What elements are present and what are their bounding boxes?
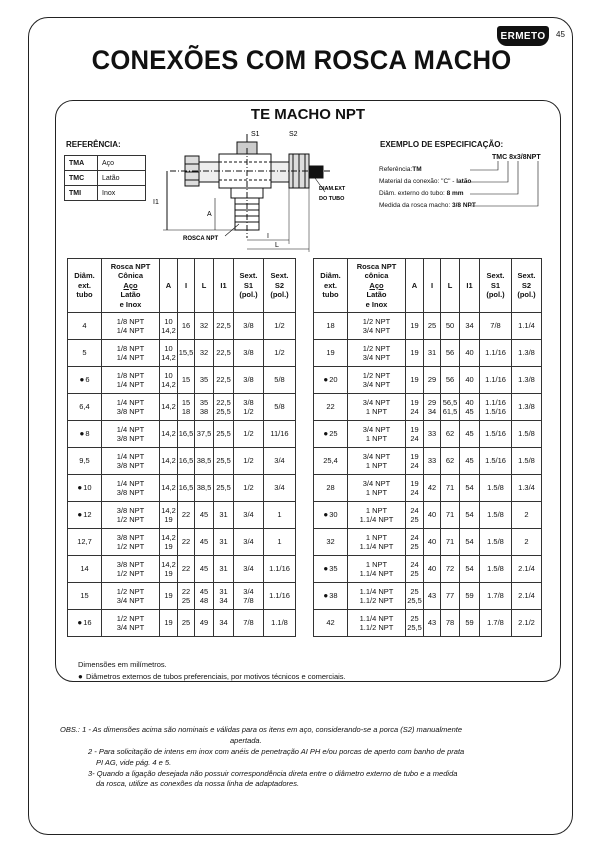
note-units: Dimensões em milímetros. <box>78 660 167 669</box>
cell-i1: 22,5 <box>214 367 234 394</box>
cell-rosca: 1 NPT 1.1/4 NPT <box>348 556 406 583</box>
col-header-diam: Diâm. ext. tubo <box>314 259 348 313</box>
preferred-marker-icon: ● <box>77 618 83 627</box>
cell-rosca: 3/8 NPT 1/2 NPT <box>102 529 160 556</box>
observations <box>60 725 570 790</box>
dimensions-table-left <box>67 258 296 637</box>
cell-s1: 3/8 <box>234 313 264 340</box>
table-row <box>314 313 542 340</box>
cell-rosca: 1/4 NPT 3/8 NPT <box>102 475 160 502</box>
cell-rosca: 1/4 NPT 3/8 NPT <box>102 421 160 448</box>
table-row <box>68 529 296 556</box>
cell-a: 19 24 <box>406 448 424 475</box>
cell-l: 45 48 <box>195 583 214 610</box>
reference-material: Aço <box>98 156 146 171</box>
cell-l: 45 <box>195 556 214 583</box>
cell-rosca: 1 NPT 1.1/4 NPT <box>348 529 406 556</box>
spec-connector-lines <box>470 158 550 213</box>
cell-i1: 54 <box>460 502 480 529</box>
cell-l: 35 <box>195 367 214 394</box>
col-header-s2: Sext. S2 (pol.) <box>264 259 296 313</box>
cell-diam: 42 <box>314 610 348 637</box>
table-row <box>68 610 296 637</box>
cell-i: 40 <box>424 556 441 583</box>
cell-s2: 2 <box>512 502 542 529</box>
table-row <box>68 475 296 502</box>
cell-diam: 22 <box>314 394 348 421</box>
spec-line-value: 8 mm <box>446 190 464 197</box>
spec-line-value: latão <box>456 178 472 185</box>
table-row <box>314 367 542 394</box>
cell-s2: 1 <box>264 529 296 556</box>
cell-s2: 1.5/8 <box>512 448 542 475</box>
cell-i: 40 <box>424 529 441 556</box>
cell-diam: ●30 <box>314 502 348 529</box>
cell-s1: 1.1/16 <box>480 340 512 367</box>
cell-s2: 1.5/8 <box>512 421 542 448</box>
obs-3-cont: da rosca, utilize as conexões da nossa linha de adaptadores. <box>96 779 300 789</box>
table-row <box>314 610 542 637</box>
cell-s1: 7/8 <box>480 313 512 340</box>
table-row <box>314 421 542 448</box>
note-preferred: ● Diâmetros externos de tubos preferenciais, por motivos técnicos e comerciais. <box>78 671 346 681</box>
cell-diam: 5 <box>68 340 102 367</box>
cell-s2: 2 <box>512 529 542 556</box>
cell-i1: 31 <box>214 556 234 583</box>
cell-l: 50 <box>441 313 460 340</box>
table-row <box>314 529 542 556</box>
cell-s1: 1.5/8 <box>480 502 512 529</box>
obs-3: 3- Quando a ligação desejada não possuir correspondência direta entre o diâmetro externo de tubo e a medida <box>88 768 458 778</box>
col-header-i: I <box>424 259 441 313</box>
cell-i1: 45 <box>460 421 480 448</box>
cell-diam: 25,4 <box>314 448 348 475</box>
reference-table <box>64 155 146 201</box>
notes <box>78 660 346 683</box>
cell-diam: 19 <box>314 340 348 367</box>
table-row <box>314 340 542 367</box>
cell-i1: 31 34 <box>214 583 234 610</box>
cell-s1: 1.5/8 <box>480 556 512 583</box>
spec-line <box>379 190 464 197</box>
cell-i1: 54 <box>460 556 480 583</box>
cell-s1: 1.7/8 <box>480 610 512 637</box>
spec-line <box>379 202 476 209</box>
cell-rosca: 3/4 NPT 1 NPT <box>348 475 406 502</box>
cell-i: 42 <box>424 475 441 502</box>
reference-row <box>65 186 146 201</box>
cell-i1: 54 <box>460 529 480 556</box>
cell-a: 14,2 <box>160 475 178 502</box>
col-header-rosca: Rosca NPT Cônica Aço Latão e Inox <box>102 259 160 313</box>
cell-a: 24 25 <box>406 502 424 529</box>
cell-a: 10 14,2 <box>160 340 178 367</box>
spec-line-label: Material da conexão: "C" - <box>379 178 457 185</box>
cell-s2: 3/4 <box>264 448 296 475</box>
cell-l: 62 <box>441 448 460 475</box>
cell-rosca: 1/4 NPT 3/8 NPT <box>102 394 160 421</box>
cell-i: 25 <box>424 313 441 340</box>
cell-rosca: 1/2 NPT 3/4 NPT <box>102 610 160 637</box>
cell-s1: 1/2 <box>234 475 264 502</box>
reference-heading: REFERÊNCIA: <box>66 140 121 149</box>
table-row <box>68 367 296 394</box>
cell-l: 32 <box>195 340 214 367</box>
cell-a: 24 25 <box>406 556 424 583</box>
cell-rosca: 1/8 NPT 1/4 NPT <box>102 367 160 394</box>
cell-diam: 18 <box>314 313 348 340</box>
dimensions-table-right-body <box>314 313 542 637</box>
cell-diam: ●8 <box>68 421 102 448</box>
cell-s1: 3/8 <box>234 367 264 394</box>
cell-l: 72 <box>441 556 460 583</box>
cell-s2: 1.1/16 <box>264 556 296 583</box>
obs-1-cont: apertada. <box>230 735 262 745</box>
cell-l: 56 <box>441 367 460 394</box>
section-title: TE MACHO NPT <box>250 106 366 123</box>
cell-i1: 22,5 <box>214 340 234 367</box>
cell-i1: 31 <box>214 529 234 556</box>
cell-a: 10 14,2 <box>160 367 178 394</box>
cell-l: 77 <box>441 583 460 610</box>
cell-l: 37,5 <box>195 421 214 448</box>
cell-l: 78 <box>441 610 460 637</box>
cell-i: 33 <box>424 448 441 475</box>
cell-i: 43 <box>424 583 441 610</box>
brand-logo: ERMETO <box>497 26 549 46</box>
cell-a: 19 24 <box>406 394 424 421</box>
reference-row <box>65 171 146 186</box>
cell-i1: 40 45 <box>460 394 480 421</box>
table-row <box>68 448 296 475</box>
cell-s2: 1.3/8 <box>512 394 542 421</box>
col-header-diam: Diâm. ext. tubo <box>68 259 102 313</box>
col-header-i1: I1 <box>460 259 480 313</box>
cell-rosca: 3/4 NPT 1 NPT <box>348 421 406 448</box>
preferred-marker-icon: ● <box>79 429 85 438</box>
cell-a: 19 <box>160 583 178 610</box>
cell-rosca: 1.1/4 NPT 1.1/2 NPT <box>348 610 406 637</box>
drawing-label-diam2: DO TUBO <box>319 196 345 202</box>
cell-s2: 2.1/2 <box>512 610 542 637</box>
cell-rosca: 3/4 NPT 1 NPT <box>348 448 406 475</box>
page-title: CONEXÕES COM ROSCA MACHO <box>91 45 512 75</box>
cell-a: 19 24 <box>406 421 424 448</box>
cell-s2: 1/2 <box>264 340 296 367</box>
cell-a: 14,2 <box>160 421 178 448</box>
cell-s2: 1 <box>264 502 296 529</box>
cell-rosca: 3/8 NPT 1/2 NPT <box>102 556 160 583</box>
cell-diam: 15 <box>68 583 102 610</box>
col-header-rosca: Rosca NPT cônica Aço Latão e Inox <box>348 259 406 313</box>
cell-rosca: 1.1/4 NPT 1.1/2 NPT <box>348 583 406 610</box>
cell-diam: 14 <box>68 556 102 583</box>
table-row <box>68 502 296 529</box>
cell-a: 14,2 19 <box>160 556 178 583</box>
cell-s1: 1.5/16 <box>480 448 512 475</box>
table-row <box>68 421 296 448</box>
preferred-marker-icon: ● <box>78 671 83 681</box>
cell-s2: 2.1/4 <box>512 583 542 610</box>
cell-rosca: 1/2 NPT 3/4 NPT <box>102 583 160 610</box>
cell-a: 10 14,2 <box>160 313 178 340</box>
cell-s1: 1/2 <box>234 448 264 475</box>
cell-rosca: 1/8 NPT 1/4 NPT <box>102 313 160 340</box>
cell-s1: 3/4 <box>234 556 264 583</box>
cell-s1: 1.1/16 1.5/16 <box>480 394 512 421</box>
cell-s1: 3/8 1/2 <box>234 394 264 421</box>
cell-s2: 2.1/4 <box>512 556 542 583</box>
drawing-label-diam1: DIAM.EXT <box>319 186 346 192</box>
table-row <box>68 340 296 367</box>
cell-i: 15,5 <box>178 340 195 367</box>
cell-i: 15 18 <box>178 394 195 421</box>
cell-l: 38,5 <box>195 475 214 502</box>
cell-i1: 22,5 <box>214 313 234 340</box>
reference-code: TMC <box>65 171 98 186</box>
preferred-marker-icon: ● <box>323 510 329 519</box>
col-header-s1: Sext. S1 (pol.) <box>234 259 264 313</box>
reference-code: TMI <box>65 186 98 201</box>
cell-i1: 40 <box>460 340 480 367</box>
cell-s2: 1.3/4 <box>512 475 542 502</box>
drawing-label-a: A <box>207 211 212 218</box>
cell-a: 19 24 <box>406 475 424 502</box>
cell-i: 22 <box>178 502 195 529</box>
cell-l: 32 <box>195 313 214 340</box>
cell-s1: 3/4 7/8 <box>234 583 264 610</box>
cell-i: 16 <box>178 313 195 340</box>
page-number: 45 <box>556 30 565 39</box>
cell-i: 22 25 <box>178 583 195 610</box>
cell-rosca: 1/8 NPT 1/4 NPT <box>102 340 160 367</box>
spec-line-label: Referência: <box>379 166 413 173</box>
cell-s2: 1.3/8 <box>512 340 542 367</box>
cell-s1: 1.7/8 <box>480 583 512 610</box>
cell-rosca: 1 NPT 1.1/4 NPT <box>348 502 406 529</box>
table-header-row <box>68 259 296 313</box>
drawing-label-i1: I1 <box>153 199 159 206</box>
cell-i1: 59 <box>460 610 480 637</box>
cell-diam: 4 <box>68 313 102 340</box>
cell-l: 45 <box>195 529 214 556</box>
cell-diam: ●35 <box>314 556 348 583</box>
drawing-label-l: L <box>275 242 279 249</box>
cell-diam: ●6 <box>68 367 102 394</box>
cell-rosca: 3/8 NPT 1/2 NPT <box>102 502 160 529</box>
cell-diam: ●12 <box>68 502 102 529</box>
preferred-marker-icon: ● <box>77 483 83 492</box>
col-header-a: A <box>406 259 424 313</box>
cell-l: 56 <box>441 340 460 367</box>
cell-i1: 34 <box>214 610 234 637</box>
spec-line-label: Medida da rosca macho: <box>379 202 452 209</box>
col-header-l: L <box>441 259 460 313</box>
cell-s1: 1.5/8 <box>480 475 512 502</box>
cell-diam: 6,4 <box>68 394 102 421</box>
cell-i: 29 <box>424 367 441 394</box>
table-row <box>314 502 542 529</box>
cell-s2: 1/2 <box>264 313 296 340</box>
col-header-i: I <box>178 259 195 313</box>
cell-a: 19 <box>406 313 424 340</box>
cell-diam: ●10 <box>68 475 102 502</box>
spec-line <box>379 166 422 173</box>
table-row <box>68 556 296 583</box>
cell-rosca: 1/2 NPT 3/4 NPT <box>348 340 406 367</box>
preferred-marker-icon: ● <box>79 375 85 384</box>
drawing-label-s2: S2 <box>289 131 298 138</box>
cell-i1: 59 <box>460 583 480 610</box>
preferred-marker-icon: ● <box>323 429 329 438</box>
cell-diam: 9,5 <box>68 448 102 475</box>
spec-line-value: TM <box>412 166 422 173</box>
cell-diam: ●38 <box>314 583 348 610</box>
cell-i1: 54 <box>460 475 480 502</box>
obs-1: OBS.: 1 - As dimensões acima são nominais e válidas para os itens em aço, considerando-se a porca (S2) manualmente <box>60 725 463 734</box>
cell-s2: 1.3/8 <box>512 367 542 394</box>
spec-line <box>379 178 471 185</box>
spec-line-value: 3/8 NPT <box>451 202 476 209</box>
cell-s1: 1/2 <box>234 421 264 448</box>
cell-i: 15 <box>178 367 195 394</box>
tee-fitting-drawing <box>155 128 365 253</box>
cell-i1: 34 <box>460 313 480 340</box>
cell-l: 56,5 61,5 <box>441 394 460 421</box>
cell-i: 22 <box>178 529 195 556</box>
preferred-marker-icon: ● <box>323 564 329 573</box>
reference-material: Latão <box>98 171 146 186</box>
cell-l: 38,5 <box>195 448 214 475</box>
cell-s2: 11/16 <box>264 421 296 448</box>
col-header-s2: Sext. S2 (pol.) <box>512 259 542 313</box>
cell-a: 25 25,5 <box>406 583 424 610</box>
cell-a: 19 <box>406 367 424 394</box>
table-row <box>314 475 542 502</box>
cell-i1: 45 <box>460 448 480 475</box>
spec-heading: EXEMPLO DE ESPECIFICAÇÃO: <box>380 140 504 149</box>
cell-s2: 1.1/4 <box>512 313 542 340</box>
drawing-label-s1: S1 <box>251 131 260 138</box>
cell-a: 14,2 <box>160 394 178 421</box>
cell-l: 62 <box>441 421 460 448</box>
cell-i: 22 <box>178 556 195 583</box>
dimensions-table-right <box>313 258 542 637</box>
dimensions-table-left-body <box>68 313 296 637</box>
cell-s1: 1.1/16 <box>480 367 512 394</box>
cell-i: 25 <box>178 610 195 637</box>
cell-a: 24 25 <box>406 529 424 556</box>
cell-s1: 3/8 <box>234 340 264 367</box>
cell-diam: ●16 <box>68 610 102 637</box>
drawing-label-rosca: ROSCA NPT <box>183 236 219 242</box>
cell-s1: 3/4 <box>234 529 264 556</box>
cell-i1: 22,5 25,5 <box>214 394 234 421</box>
cell-a: 14,2 <box>160 448 178 475</box>
cell-s1: 7/8 <box>234 610 264 637</box>
cell-i: 31 <box>424 340 441 367</box>
cell-i: 16,5 <box>178 421 195 448</box>
cell-s2: 5/8 <box>264 367 296 394</box>
table-row <box>314 583 542 610</box>
cell-s2: 5/8 <box>264 394 296 421</box>
spec-code: TMC 8x3/8NPT <box>492 154 541 161</box>
col-header-s1: Sext. S1 (pol.) <box>480 259 512 313</box>
cell-l: 71 <box>441 529 460 556</box>
cell-s1: 1.5/8 <box>480 529 512 556</box>
cell-i: 16,5 <box>178 448 195 475</box>
table-row <box>314 448 542 475</box>
cell-i: 33 <box>424 421 441 448</box>
cell-l: 35 38 <box>195 394 214 421</box>
cell-diam: ●20 <box>314 367 348 394</box>
cell-a: 19 <box>406 340 424 367</box>
cell-i: 43 <box>424 610 441 637</box>
cell-i1: 31 <box>214 502 234 529</box>
cell-l: 71 <box>441 475 460 502</box>
cell-diam: 32 <box>314 529 348 556</box>
cell-rosca: 3/4 NPT 1 NPT <box>348 394 406 421</box>
cell-i1: 25,5 <box>214 448 234 475</box>
cell-s2: 1.1/16 <box>264 583 296 610</box>
cell-i: 40 <box>424 502 441 529</box>
drawing-label-i: I <box>267 233 269 240</box>
cell-a: 14,2 19 <box>160 529 178 556</box>
cell-i: 16,5 <box>178 475 195 502</box>
table-row <box>68 313 296 340</box>
cell-diam: 12,7 <box>68 529 102 556</box>
preferred-marker-icon: ● <box>323 375 329 384</box>
col-header-l: L <box>195 259 214 313</box>
cell-rosca: 1/4 NPT 3/8 NPT <box>102 448 160 475</box>
cell-l: 49 <box>195 610 214 637</box>
cell-s2: 3/4 <box>264 475 296 502</box>
table-row <box>68 583 296 610</box>
table-header-row <box>314 259 542 313</box>
cell-i1: 25,5 <box>214 421 234 448</box>
obs-2: 2 - Para solicitação de intens em inox com anéis de penetração AI PH e/ou porcas de aperto com banho de prata <box>88 746 465 756</box>
cell-rosca: 1/2 NPT 3/4 NPT <box>348 313 406 340</box>
reference-code: TMA <box>65 156 98 171</box>
reference-material: Inox <box>98 186 146 201</box>
cell-a: 25 25,5 <box>406 610 424 637</box>
obs-2-cont: PI AG, vide pág. 4 e 5. <box>96 757 172 767</box>
table-row <box>314 394 542 421</box>
cell-s1: 1.5/16 <box>480 421 512 448</box>
cell-a: 19 <box>160 610 178 637</box>
table-row <box>314 556 542 583</box>
cell-s2: 1.1/8 <box>264 610 296 637</box>
cell-diam: 28 <box>314 475 348 502</box>
cell-i: 29 34 <box>424 394 441 421</box>
spec-line-label: Diâm. externo do tubo: <box>379 190 447 197</box>
cell-i1: 25,5 <box>214 475 234 502</box>
cell-l: 45 <box>195 502 214 529</box>
preferred-marker-icon: ● <box>323 591 329 600</box>
col-header-a: A <box>160 259 178 313</box>
cell-diam: ●25 <box>314 421 348 448</box>
preferred-marker-icon: ● <box>77 510 83 519</box>
cell-i1: 40 <box>460 367 480 394</box>
table-row <box>68 394 296 421</box>
col-header-i1: I1 <box>214 259 234 313</box>
cell-a: 14,2 19 <box>160 502 178 529</box>
cell-s1: 3/4 <box>234 502 264 529</box>
cell-rosca: 1/2 NPT 3/4 NPT <box>348 367 406 394</box>
reference-row <box>65 156 146 171</box>
cell-l: 71 <box>441 502 460 529</box>
